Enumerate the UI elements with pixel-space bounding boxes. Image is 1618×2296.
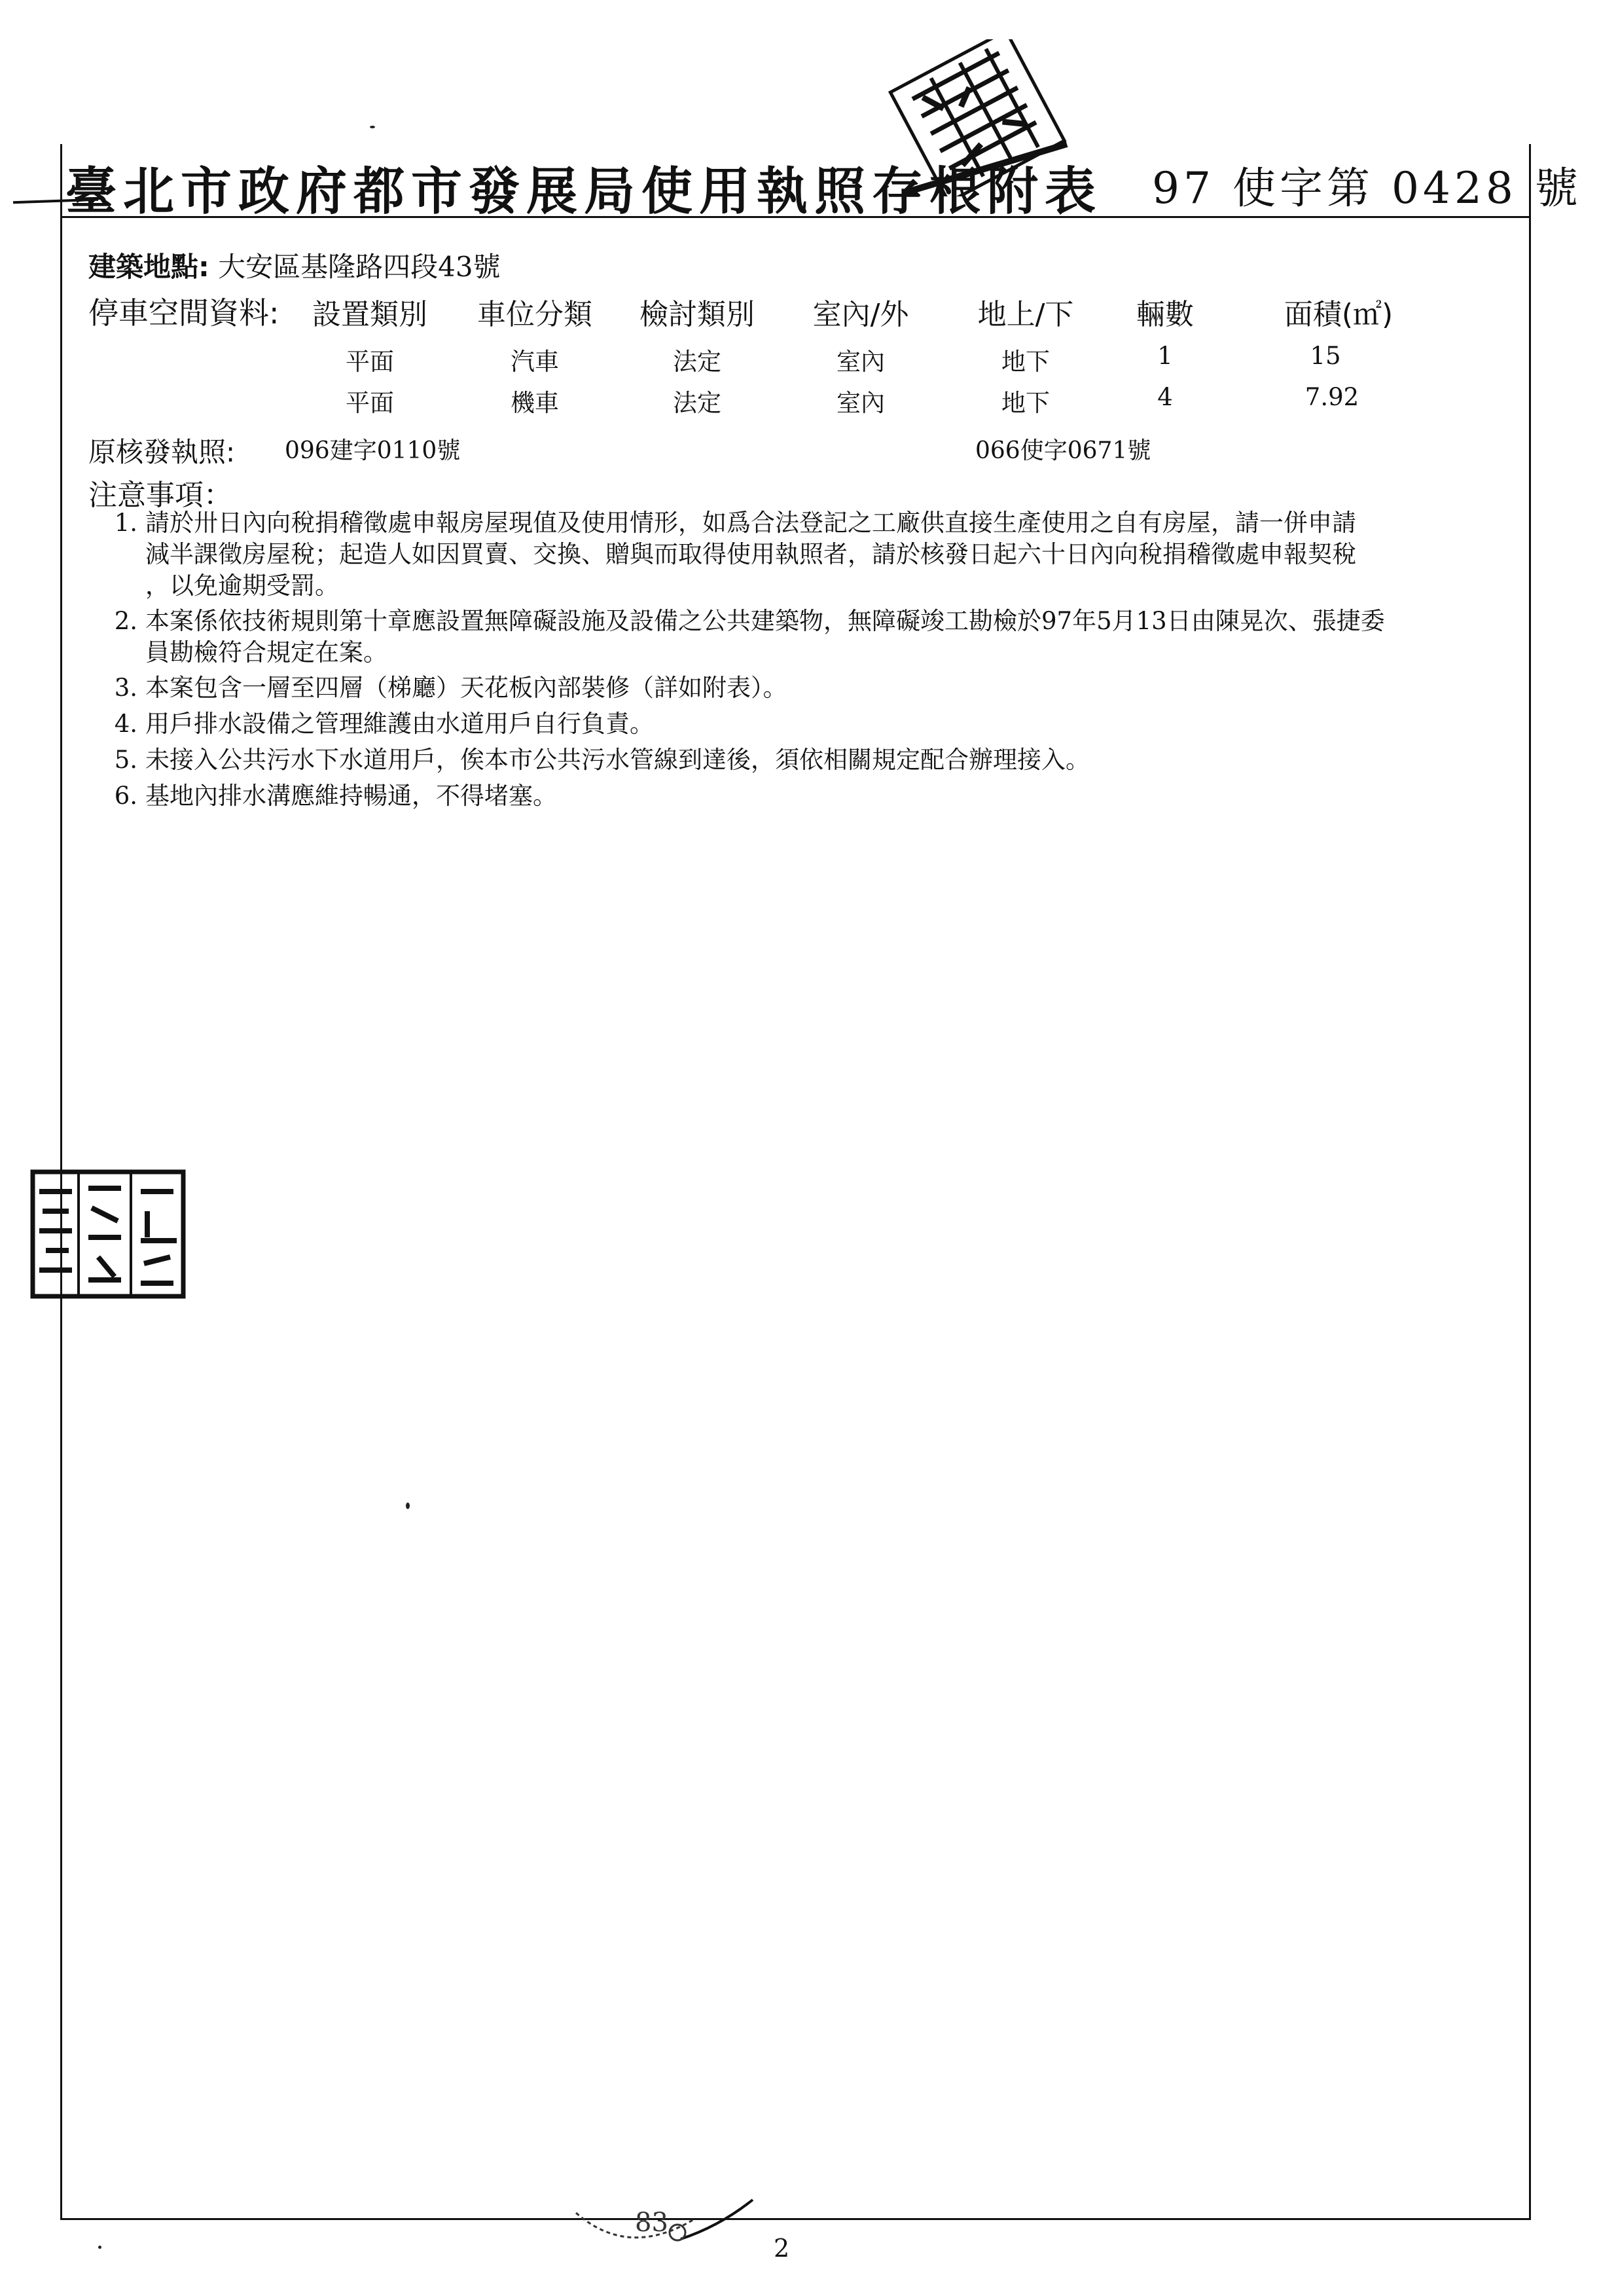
note-text: 本案係依技術規則第十章應設置無障礙設施及設備之公共建築物，無障礙竣工勘檢於97年5月13日由陳晃次、張捷委: [145, 607, 1385, 635]
table-cell: 地下: [1001, 348, 1050, 376]
note-text: 基地內排水溝應維持暢通，不得堵塞。: [145, 782, 557, 810]
table-cell: 機車: [511, 389, 559, 417]
table-cell: 室內: [836, 389, 885, 417]
table-cell: 室內: [836, 348, 885, 376]
site-address-row: [88, 246, 501, 285]
parking-header-count: 輛數: [1136, 298, 1194, 331]
table-cell: 地下: [1001, 389, 1050, 417]
site-label: 建築地點:: [88, 251, 209, 283]
note-text: 請於卅日內向稅捐稽徵處申報房屋現值及使用情形，如爲合法登記之工廠供直接生產使用之自有房屋，請一併申請: [145, 509, 1356, 537]
parking-header-type: 設置類別: [312, 298, 427, 331]
note-text: ，以免逾期受罰。: [145, 572, 339, 600]
site-address: 大安區基隆路四段43號: [218, 251, 501, 283]
frame-bottom-border: [60, 2218, 1531, 2220]
parking-header-level: 地上/下: [977, 298, 1074, 331]
note-number: 4.: [114, 710, 137, 738]
note-text: 減半課徵房屋稅；起造人如因買賣、交換、贈與而取得使用執照者，請於核發日起六十日內向稅捐稽徵處申報契稅: [145, 540, 1356, 568]
note-item: [101, 744, 1090, 776]
original-building-permit: 096建字0110號: [285, 437, 461, 464]
scan-speck: [98, 2246, 101, 2249]
note-item: [101, 672, 787, 704]
page-number-stamp: [563, 2187, 759, 2265]
note-text: 員勘檢符合規定在案。: [145, 638, 387, 666]
note-item: [101, 606, 1385, 668]
table-cell: 平面: [346, 348, 394, 376]
table-cell: 法定: [673, 348, 721, 376]
note-number: 3.: [114, 674, 137, 702]
parking-header-review: 檢討類別: [639, 298, 755, 331]
seam-seal-stamp: [26, 1165, 190, 1303]
table-cell: 15: [1310, 342, 1341, 370]
stamp-number: 83: [635, 2208, 668, 2238]
parking-header-vehicle: 車位分類: [477, 298, 592, 331]
notes-label: 注意事項：: [88, 479, 232, 512]
table-cell: 法定: [673, 389, 721, 417]
note-text: 用戶排水設備之管理維護由水道用戶自行負責。: [145, 710, 654, 738]
note-text: 本案包含一層至四層（梯廳）天花板內部裝修（詳如附表）。: [145, 674, 787, 702]
table-cell: 1: [1157, 342, 1173, 370]
table-cell: 平面: [346, 389, 394, 417]
note-number: 2.: [114, 607, 137, 635]
table-cell: 汽車: [511, 348, 559, 376]
note-text: 未接入公共污水下水道用戶，俟本市公共污水管線到達後，須依相關規定配合辦理接入。: [145, 746, 1090, 774]
frame-right-border: [1529, 144, 1531, 2219]
note-item: [101, 708, 654, 740]
page-number: 2: [774, 2234, 790, 2263]
page-title: 臺北市政府都市發展局使用執照存根附表: [65, 162, 1103, 221]
scan-speck: [370, 126, 375, 128]
note-number: 5.: [114, 746, 137, 774]
note-item: [101, 780, 557, 812]
table-cell: 7.92: [1304, 383, 1359, 411]
parking-label: 停車空間資料:: [88, 295, 279, 331]
parking-header-indoor: 室內/外: [812, 298, 909, 331]
note-number: 6.: [114, 782, 137, 810]
original-use-permit: 066使字0671號: [975, 437, 1151, 464]
original-permits-label: 原核發執照:: [88, 436, 236, 468]
note-number: 1.: [114, 509, 137, 537]
parking-header-area: 面積(㎡): [1284, 298, 1393, 331]
note-item: [101, 507, 1356, 602]
table-cell: 4: [1157, 383, 1173, 411]
scan-speck: [406, 1503, 410, 1509]
permit-number: 97 使字第 0428 號: [1152, 163, 1582, 213]
